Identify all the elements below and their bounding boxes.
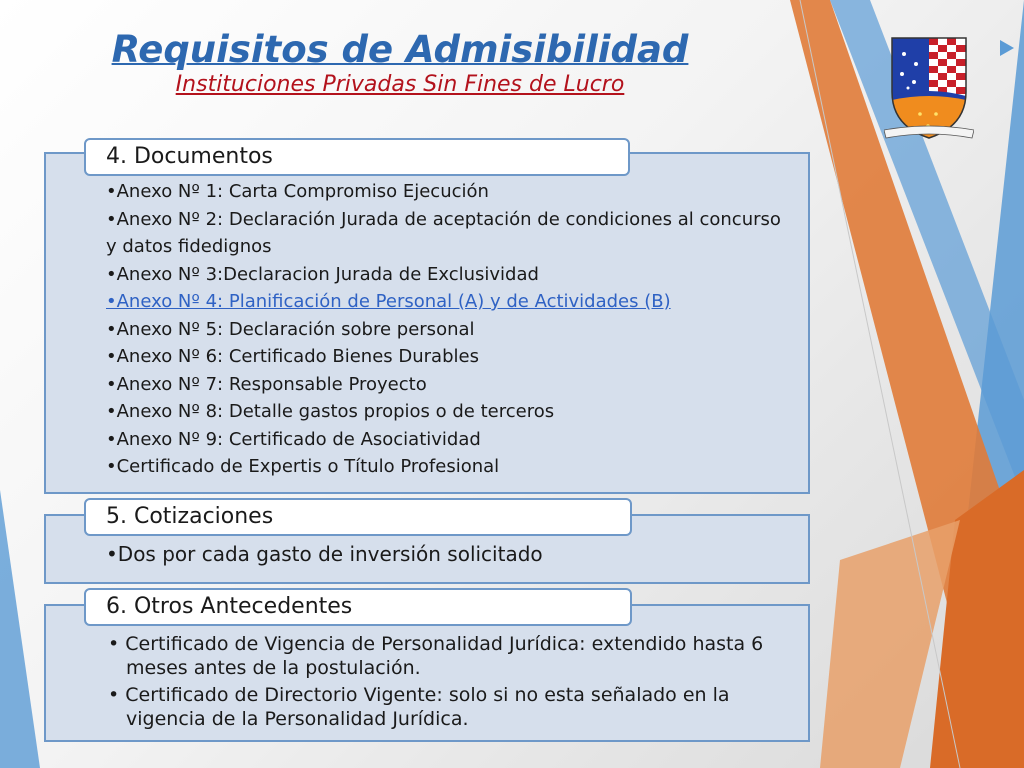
documents-panel <box>44 152 810 494</box>
list-item: •Anexo Nº 3:Declaracion Jurada de Exclusividad <box>106 263 539 285</box>
list-item: • Certificado de Vigencia de Personalidad Jurídica: extendido hasta 6 meses antes de la postulación. <box>108 633 764 679</box>
list-item: •Anexo Nº 7: Responsable Proyecto <box>106 373 427 395</box>
list-item: •Anexo Nº 5: Declaración sobre personal <box>106 318 475 340</box>
list-item: •Dos por cada gasto de inversión solicitado <box>106 542 543 566</box>
list-item: •Anexo Nº 1: Carta Compromiso Ejecución <box>106 181 489 202</box>
page-subtitle: Instituciones Privadas Sin Fines de Lucro <box>175 72 625 98</box>
list-item: •Anexo Nº 2: Declaración Jurada de aceptación de condiciones al concurso y datos fidedignos <box>106 208 781 257</box>
list-item: • Certificado de Directorio Vigente: solo si no esta señalado en la vigencia de la Personalidad Jurídica. <box>108 684 730 730</box>
list-item: •Anexo Nº 9: Certificado de Asociatividad <box>106 428 481 450</box>
list-item[interactable] <box>106 288 796 316</box>
cotizaciones-list <box>106 540 796 568</box>
title-block <box>0 28 800 97</box>
list-item: •Anexo Nº 6: Certificado Bienes Durables <box>106 346 479 367</box>
regional-coat-of-arms-icon <box>884 34 974 146</box>
list-item: •Certificado de Expertis o Título Profesional <box>106 456 500 477</box>
tab-documentos: 4. Documentos <box>84 138 630 176</box>
anexo-4-link[interactable]: •Anexo Nº 4: Planificación de Personal (A) y de Actividades (B) <box>106 291 671 312</box>
tab-otros-antecedentes: 6. Otros Antecedentes <box>84 588 632 626</box>
otros-antecedentes-list <box>108 632 798 734</box>
tab-cotizaciones: 5. Cotizaciones <box>84 498 632 536</box>
documents-list <box>106 178 796 481</box>
list-item: •Anexo Nº 8: Detalle gastos propios o de terceros <box>106 401 555 422</box>
page-title: Requisitos de Admisibilidad <box>111 28 689 71</box>
